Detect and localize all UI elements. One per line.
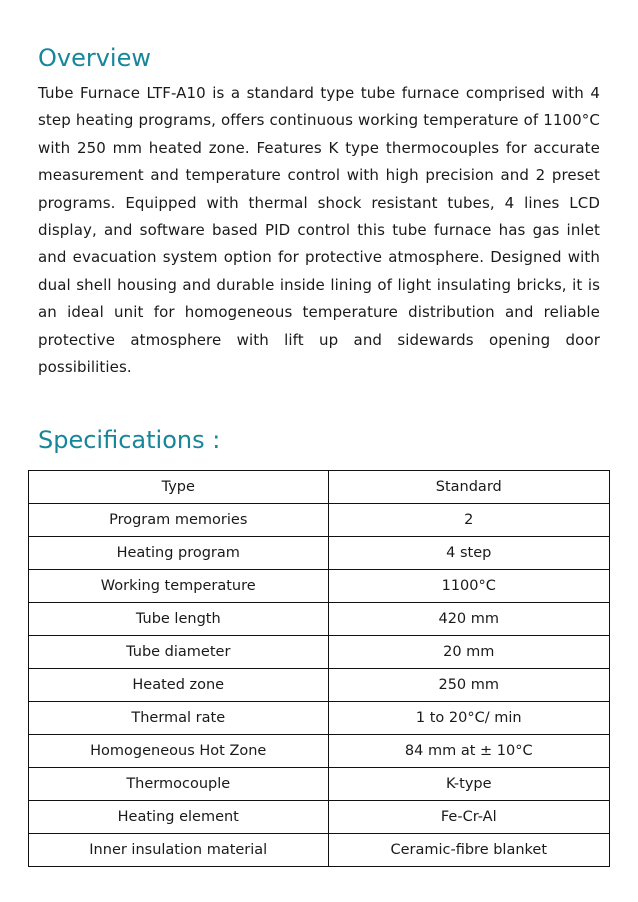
table-row [29,537,610,570]
spec-label: Program memories [29,504,329,537]
spec-label: Working temperature [29,570,329,603]
spec-label: Tube diameter [29,636,329,669]
table-row [29,636,610,669]
spec-value: 2 [328,504,610,537]
table-row [29,801,610,834]
spec-value: 1100°C [328,570,610,603]
spec-label: Type [29,471,329,504]
spec-value: Standard [328,471,610,504]
spec-label: Homogeneous Hot Zone [29,735,329,768]
spec-label: Heating element [29,801,329,834]
table-row [29,603,610,636]
specifications-table [28,470,610,867]
spec-value: Fe-Cr-Al [328,801,610,834]
spec-label: Heated zone [29,669,329,702]
table-row [29,834,610,867]
spec-label: Inner insulation material [29,834,329,867]
spec-value: 1 to 20°C/ min [328,702,610,735]
overview-paragraph: Tube Furnace LTF-A10 is a standard type tube furnace comprised with 4 step heating programs, offers continuous working temperature of 1100°C with 250 mm heated zone. Features K type thermocouples for accurate measurement and temperature control with high precision and 2 preset programs. Equipped with thermal shock resistant tubes, 4 lines LCD display, and software based PID control this tube furnace has gas inlet and evacuation system option for protective atmosphere. Designed with dual shell housing and durable inside lining of light insulating bricks, it is an ideal unit for homogeneous temperature distribution and reliable protective atmosphere with lift up and sidewards opening door possibilities. [38,84,600,377]
table-row [29,570,610,603]
spec-value: 4 step [328,537,610,570]
table-row [29,768,610,801]
spec-value: K-type [328,768,610,801]
table-row [29,669,610,702]
overview-heading: Overview [38,44,151,72]
spec-label: Thermocouple [29,768,329,801]
spec-value: 20 mm [328,636,610,669]
specifications-heading: Specifications : [38,426,221,454]
spec-value: 84 mm at ± 10°C [328,735,610,768]
table-row [29,471,610,504]
table-row [29,702,610,735]
table-row [29,735,610,768]
spec-value: 420 mm [328,603,610,636]
spec-value: Ceramic-fibre blanket [328,834,610,867]
table-row [29,504,610,537]
spec-label: Tube length [29,603,329,636]
spec-label: Heating program [29,537,329,570]
spec-value: 250 mm [328,669,610,702]
spec-label: Thermal rate [29,702,329,735]
